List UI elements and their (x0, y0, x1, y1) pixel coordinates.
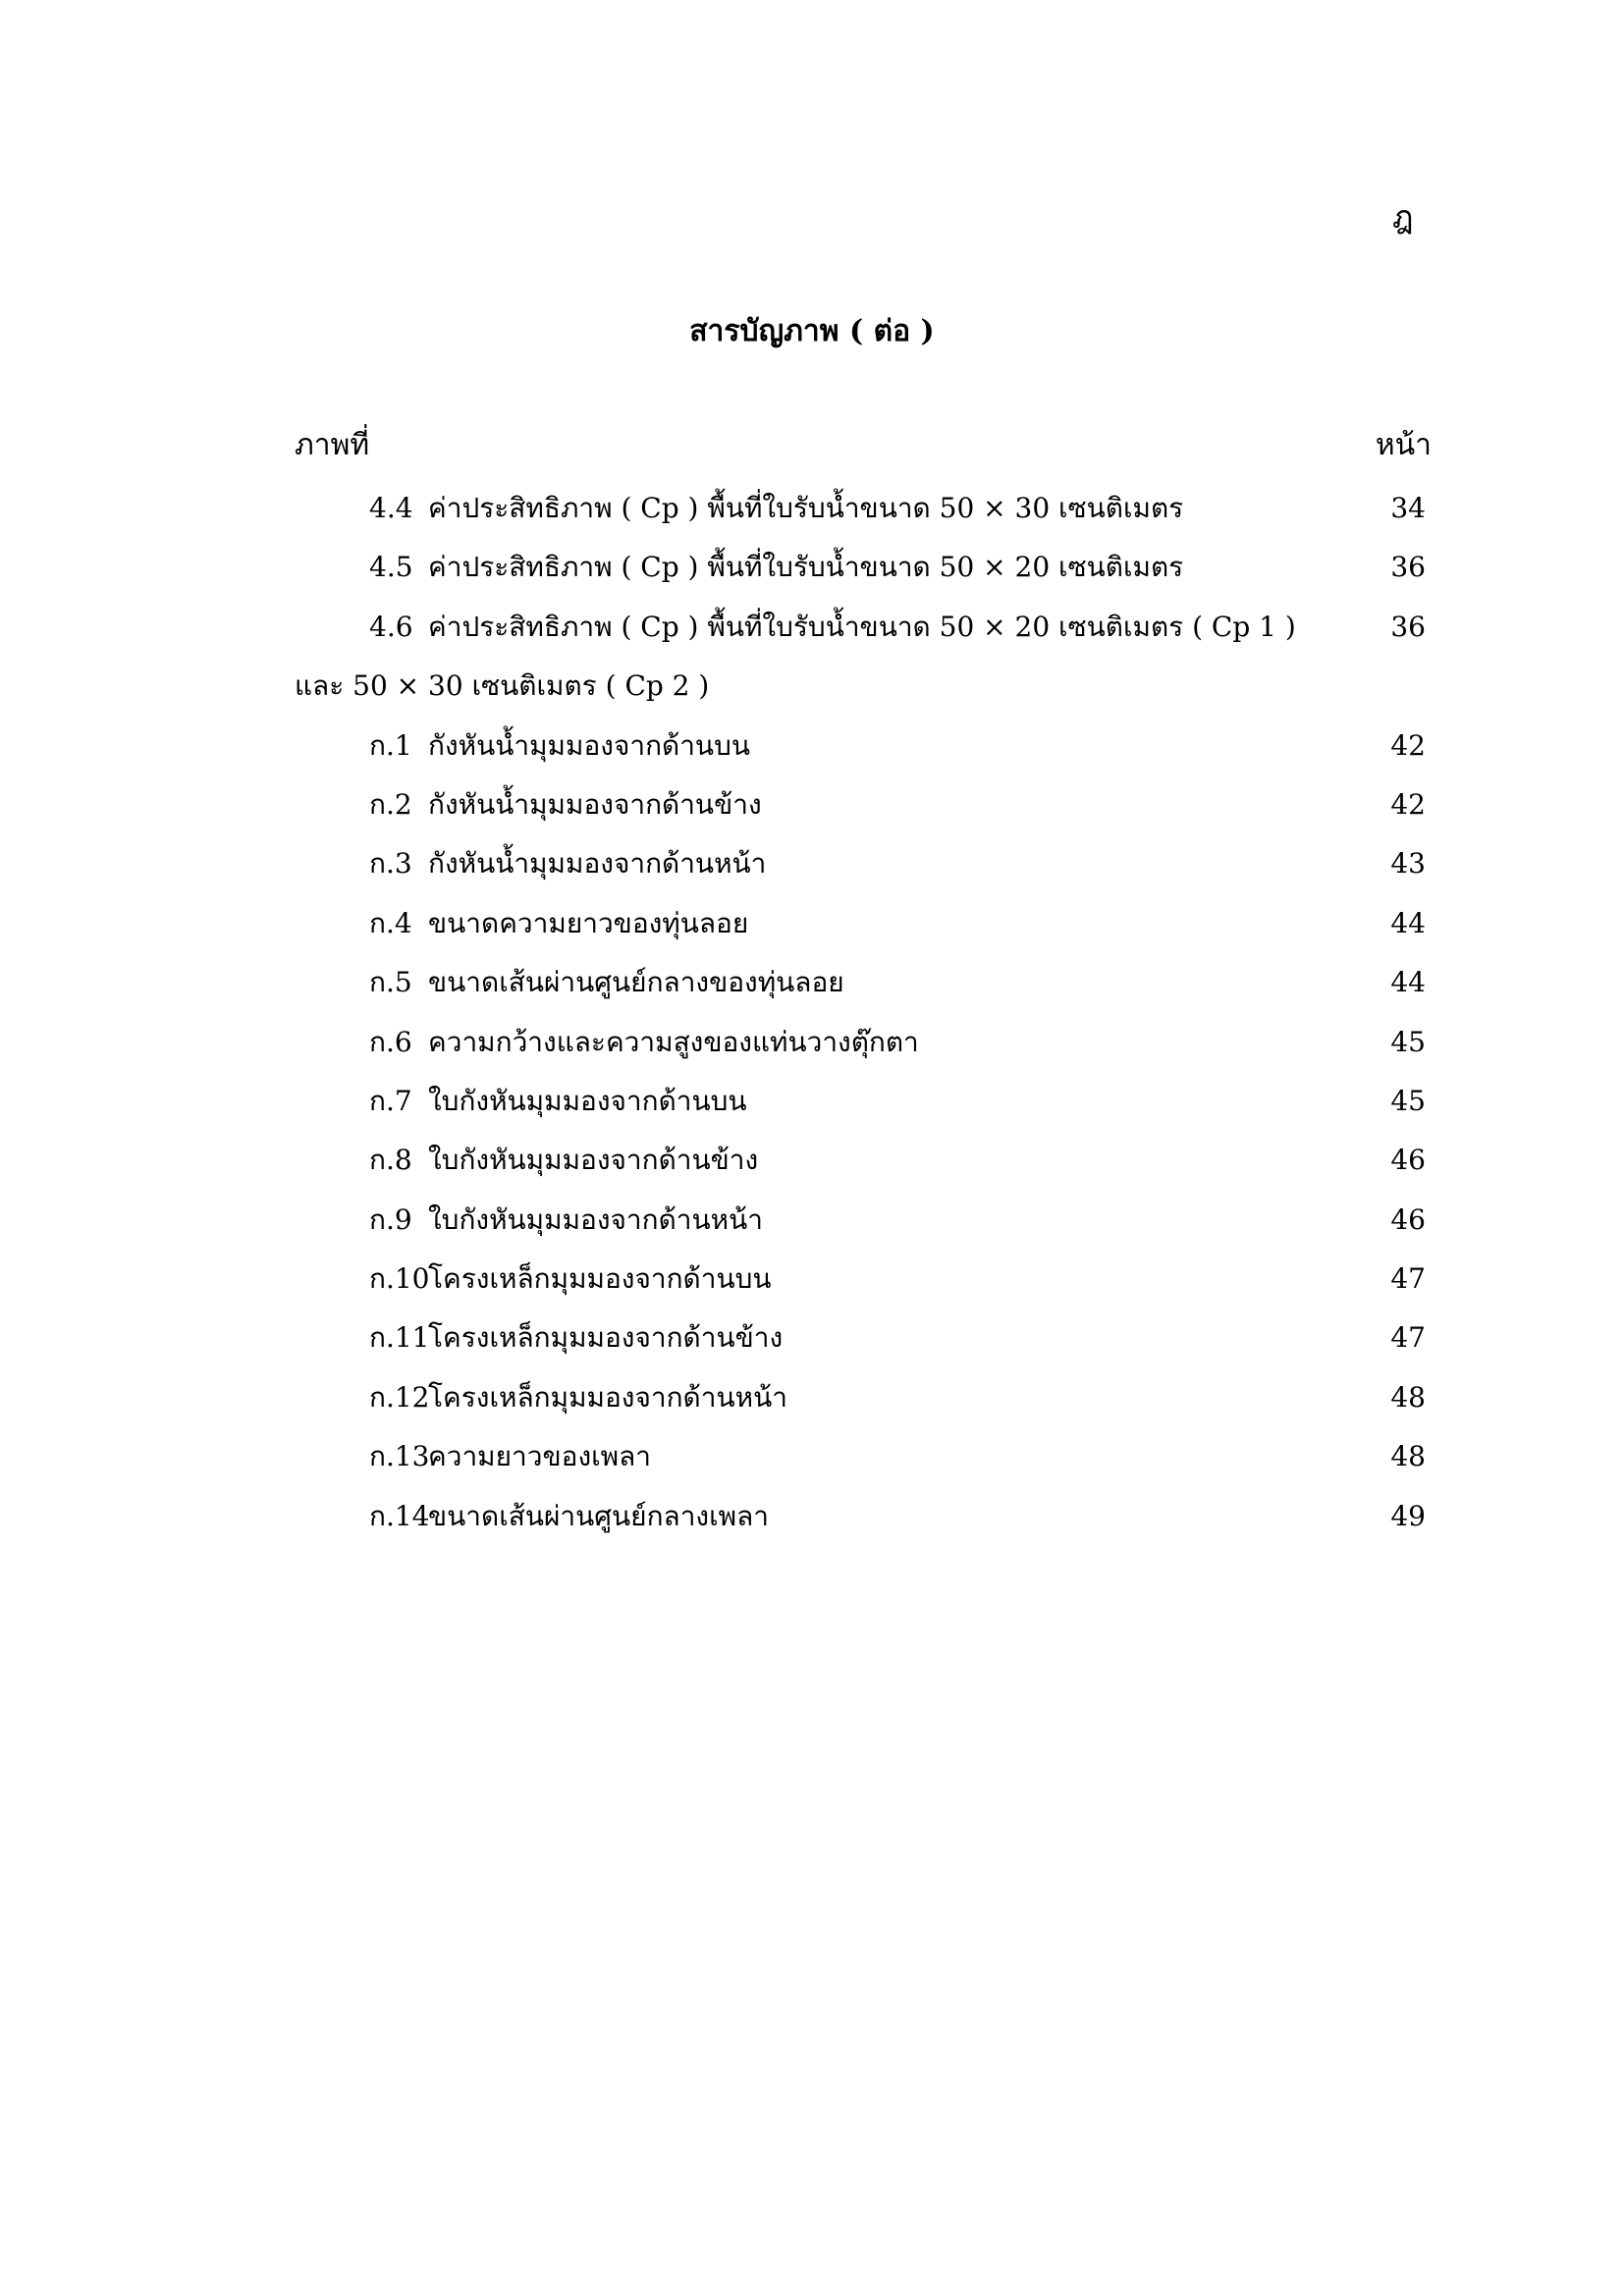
figure-page: 48 (1390, 1440, 1426, 1473)
list-item (295, 1374, 1434, 1433)
list-item (295, 544, 1434, 603)
list-item (295, 1255, 1434, 1314)
figure-page: 42 (1390, 728, 1426, 762)
list-item (295, 1314, 1434, 1373)
figure-number: ก.8 (369, 1144, 412, 1177)
list-item (295, 840, 1434, 899)
figure-number: ก.11 (369, 1321, 430, 1355)
figure-caption: ขนาดความยาวของทุ่นลอย (428, 906, 749, 939)
column-header-figure: ภาพที่ (295, 428, 370, 462)
list-item (295, 1493, 1434, 1552)
figure-caption: ค่าประสิทธิภาพ ( Cp ) พื้นที่ใบรับน้ำขนาด 50 × 30 เซนติเมตร (428, 492, 1184, 524)
list-item (295, 781, 1434, 840)
figure-number: ก.7 (369, 1084, 412, 1117)
figure-page: 36 (1390, 551, 1426, 584)
figure-number: ก.12 (369, 1380, 430, 1414)
figure-caption: ขนาดเส้นผ่านศูนย์กลางเพลา (428, 1499, 769, 1532)
figure-page: 44 (1390, 906, 1426, 939)
figure-number: ก.4 (369, 906, 412, 939)
list-item-continuation (295, 663, 1434, 721)
page-number: ฎ (1392, 198, 1414, 236)
figure-caption: โครงเหล็กมุมมองจากด้านบน (428, 1262, 772, 1296)
figure-number: 4.4 (369, 492, 413, 524)
list-item (295, 1433, 1434, 1492)
list-item (295, 604, 1434, 663)
list-item (295, 1078, 1434, 1137)
figure-number: ก.2 (369, 787, 412, 821)
figure-page: 44 (1390, 966, 1426, 999)
figure-page: 42 (1390, 787, 1426, 821)
figure-caption: ความยาวของเพลา (428, 1440, 652, 1473)
figure-caption: ขนาดเส้นผ่านศูนย์กลางของทุ่นลอย (428, 966, 844, 999)
figure-number: ก.6 (369, 1025, 412, 1058)
figure-caption: กังหันน้ำมุมมองจากด้านข้าง (428, 787, 762, 821)
figure-number: ก.14 (369, 1499, 430, 1532)
figure-number: ก.3 (369, 847, 412, 881)
figure-page: 36 (1390, 610, 1426, 643)
figure-number: 4.6 (369, 610, 413, 643)
figure-caption: โครงเหล็กมุมมองจากด้านหน้า (428, 1380, 787, 1414)
figure-caption: โครงเหล็กมุมมองจากด้านข้าง (428, 1321, 784, 1355)
figure-caption: ค่าประสิทธิภาพ ( Cp ) พื้นที่ใบรับน้ำขนาด 50 × 20 เซนติเมตร (428, 551, 1184, 584)
list-item (295, 959, 1434, 1018)
list-item (295, 900, 1434, 959)
figure-caption: กังหันน้ำมุมมองจากด้านบน (428, 728, 750, 762)
figure-number: ก.1 (369, 728, 412, 762)
figure-caption: ค่าประสิทธิภาพ ( Cp ) พื้นที่ใบรับน้ำขนาด 50 × 20 เซนติเมตร ( Cp 1 ) (428, 610, 1296, 643)
list-item (295, 485, 1434, 544)
list-item (295, 722, 1434, 781)
figure-caption: ความกว้างและความสูงของแท่นวางตุ๊กตา (428, 1025, 919, 1058)
figure-list (295, 485, 1434, 1552)
figure-page: 46 (1390, 1144, 1426, 1177)
figure-number: 4.5 (369, 551, 413, 584)
list-item (295, 1197, 1434, 1255)
figure-caption: ใบกังหันมุมมองจากด้านบน (428, 1084, 747, 1117)
figure-page: 45 (1390, 1025, 1426, 1058)
figure-page: 34 (1390, 492, 1426, 524)
figure-caption: และ 50 × 30 เซนติเมตร ( Cp 2 ) (295, 669, 710, 703)
page-title: สารบัญภาพ ( ต่อ ) (689, 314, 935, 348)
column-header-page: หน้า (1375, 428, 1432, 462)
list-item (295, 1019, 1434, 1078)
figure-number: ก.13 (369, 1440, 430, 1473)
figure-number: ก.9 (369, 1202, 412, 1236)
figure-number: ก.10 (369, 1262, 430, 1296)
figure-page: 47 (1390, 1321, 1426, 1355)
figure-page: 45 (1390, 1084, 1426, 1117)
figure-caption: ใบกังหันมุมมองจากด้านหน้า (428, 1202, 763, 1236)
figure-page: 46 (1390, 1202, 1426, 1236)
figure-caption: กังหันน้ำมุมมองจากด้านหน้า (428, 847, 767, 881)
figure-page: 43 (1390, 847, 1426, 881)
figure-page: 48 (1390, 1380, 1426, 1414)
figure-number: ก.5 (369, 966, 412, 999)
figure-caption: ใบกังหันมุมมองจากด้านข้าง (428, 1144, 759, 1177)
list-item (295, 1137, 1434, 1196)
figure-page: 49 (1390, 1499, 1426, 1532)
figure-page: 47 (1390, 1262, 1426, 1296)
